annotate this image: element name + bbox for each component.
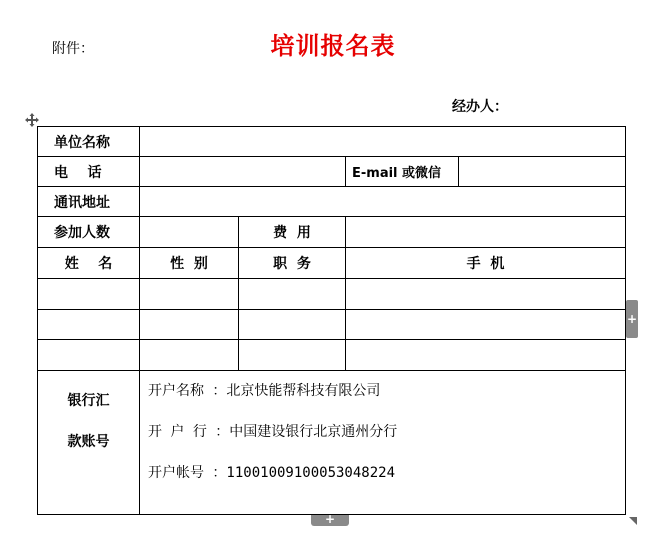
row-phone — [38, 157, 626, 187]
name-cell[interactable] — [38, 310, 140, 340]
handler-label: 经办人： — [452, 99, 508, 115]
phone-field[interactable] — [140, 157, 346, 187]
col-position-header: 职 务 — [239, 248, 346, 279]
address-field[interactable] — [140, 187, 626, 217]
unit-name-field[interactable] — [140, 127, 626, 157]
phone-label: 电 话 — [38, 157, 140, 187]
page-title: 培训报名表 — [270, 32, 396, 60]
fee-label: 费 用 — [239, 217, 346, 248]
participants-label: 参加人数 — [38, 217, 140, 248]
table-row — [38, 310, 626, 340]
gender-cell[interactable] — [140, 310, 239, 340]
table-row — [38, 279, 626, 310]
bank-label-line1: 银行汇 — [67, 393, 110, 409]
mobile-cell[interactable] — [346, 310, 626, 340]
add-column-icon[interactable]: + — [626, 300, 638, 338]
add-row-icon[interactable]: + — [311, 515, 349, 526]
fee-field[interactable] — [346, 217, 626, 248]
row-column-headers — [38, 248, 626, 279]
address-label: 通讯地址 — [38, 187, 140, 217]
email-label: E-mail 或微信 — [346, 157, 459, 187]
mobile-cell[interactable] — [346, 279, 626, 310]
gender-cell[interactable] — [140, 340, 239, 371]
col-mobile-header: 手 机 — [346, 248, 626, 279]
row-unit-name — [38, 127, 626, 157]
gender-cell[interactable] — [140, 279, 239, 310]
col-name-header: 姓 名 — [38, 248, 140, 279]
bank-info — [140, 371, 626, 515]
row-participants — [38, 217, 626, 248]
resize-icon[interactable] — [628, 516, 638, 526]
participants-field[interactable] — [140, 217, 239, 248]
name-cell[interactable] — [38, 340, 140, 371]
bank-branch: 开 户 行 ：中国建设银行北京通州分行 — [148, 424, 398, 440]
row-bank — [38, 371, 626, 515]
attachment-label: 附件： — [52, 41, 94, 57]
position-cell[interactable] — [239, 279, 346, 310]
name-cell[interactable] — [38, 279, 140, 310]
mobile-cell[interactable] — [346, 340, 626, 371]
bank-account-name: 开户名称 ：北京快能帮科技有限公司 — [148, 383, 381, 399]
bank-label — [38, 371, 140, 515]
col-gender-header: 性 别 — [140, 248, 239, 279]
email-field[interactable] — [459, 157, 626, 187]
registration-table — [37, 126, 626, 515]
row-address — [38, 187, 626, 217]
bank-account-number: 开户帐号 ：11001009100053048224 — [148, 465, 396, 481]
table-row — [38, 340, 626, 371]
bank-label-line2: 款账号 — [67, 434, 110, 450]
position-cell[interactable] — [239, 340, 346, 371]
position-cell[interactable] — [239, 310, 346, 340]
unit-name-label: 单位名称 — [38, 127, 140, 157]
